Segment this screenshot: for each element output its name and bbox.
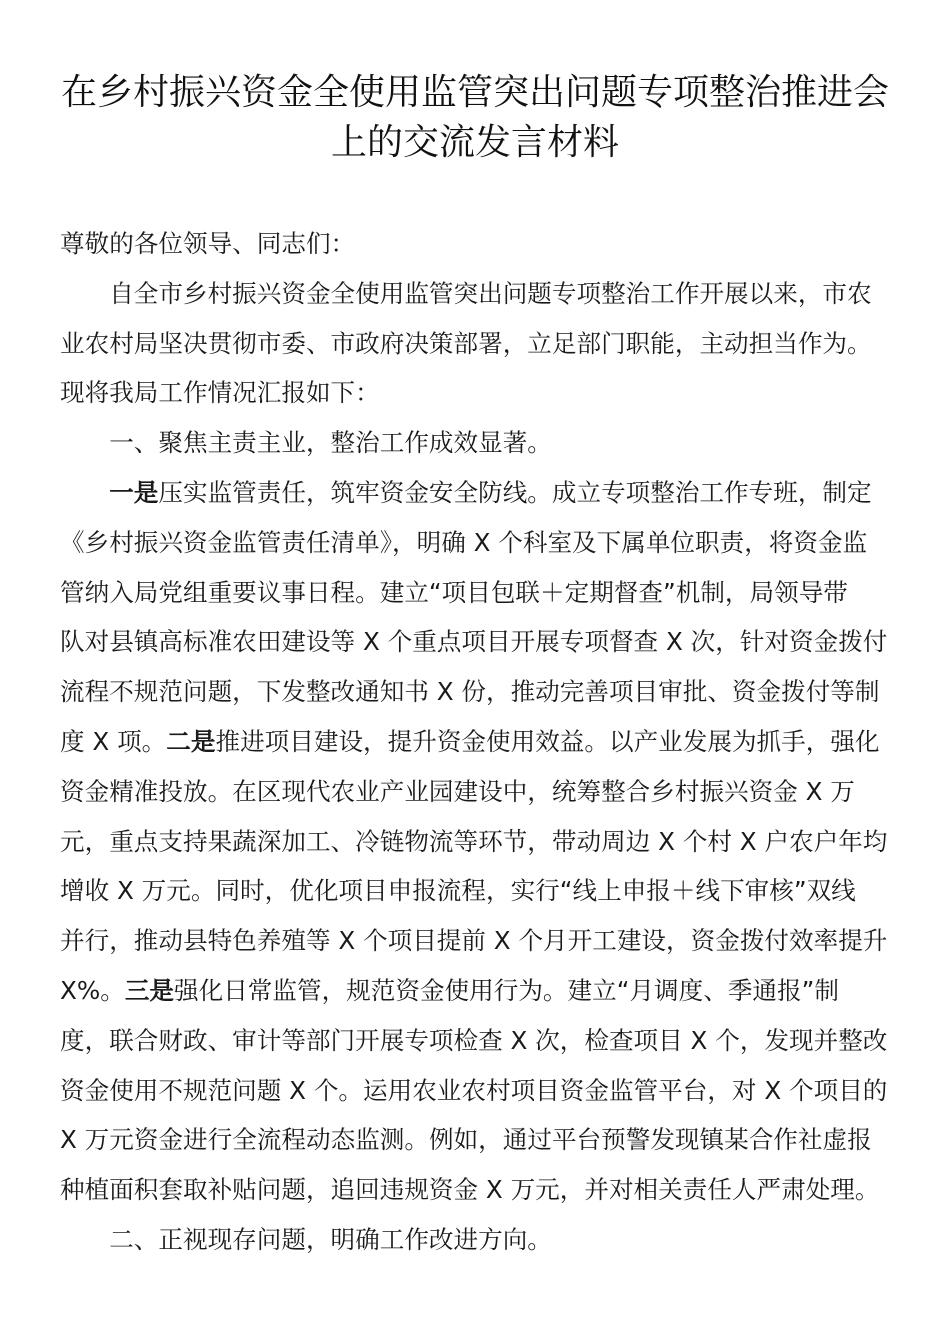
section-heading-text: 一、聚焦主责主业，整治工作成效显著。 [109,428,552,458]
paragraph-line: 流程不规范问题，下发整改通知书 X 份，推动完善项目审批、资金拨付等制 [60,677,880,707]
line-text: 推进项目建设，提升资金使用效益。以产业发展为抓手，强化 [215,726,880,756]
paragraph-line: 资金使用不规范问题 X 个。运用农业农村项目资金监管平台，对 X 个项目的 [60,1075,888,1105]
paragraph-line [60,468,884,518]
section-heading-text: 二、正视现存问题，明确工作改进方向。 [109,1224,552,1254]
line-text: X%。 [60,975,125,1005]
bold-lead-first: 一是 [109,477,159,507]
paragraph-line [60,717,884,767]
paragraph-line: 资金精准投放。在区现代农业产业园建设中，统筹整合乡村振兴资金 X 万 [60,776,855,806]
paragraph-line: 种植面积套取补贴问题，追回违规资金 X 万元，并对相关责任人严肃处理。 [60,1175,880,1205]
line-text: 强化日常监管，规范资金使用行为。建立“月调度、季通报”制 [174,975,839,1005]
salutation-text: 尊敬的各位领导、同志们： [60,229,356,258]
section-2-heading [60,1215,884,1265]
paragraph-line: 度，联合财政、审计等部门开展专项检查 X 次，检查项目 X 个，发现并整改 [60,1025,888,1055]
intro-line: 现将我局工作情况汇报如下： [60,378,380,408]
line-text: 度 X 项。 [60,726,167,756]
paragraph-line: 《乡村振兴资金监管责任清单》，明确 X 个科室及下属单位职责，将资金监 [60,527,868,557]
title-line-2: 上的交流发言材料 [330,122,619,163]
paragraph-line: X 万元资金进行全流程动态监测。例如，通过平台预警发现镇某合作社虚报 [60,1125,872,1155]
bold-lead-second: 二是 [166,726,216,756]
line-text: 压实监管责任，筑牢资金安全防线。成立专项整治工作专班，制定 [158,477,872,507]
paragraph-line: 增收 X 万元。同时，优化项目申报流程，实行“线上申报＋线下审核”双线 [60,876,856,906]
section-1-heading [60,418,884,468]
paragraph-line: 并行，推动县特色养殖等 X 个项目提前 X 个月开工建设，资金拨付效率提升 [60,926,888,956]
paragraph-line: 元，重点支持果蔬深加工、冷链物流等环节，带动周边 X 个村 X 户农户年均 [60,826,888,856]
section-1-paragraph [60,468,888,1215]
document-body [60,219,888,1265]
bold-lead-third: 三是 [124,975,175,1005]
paragraph-line: 管纳入局党组重要议事日程。建立“项目包联＋定期督查”机制，局领导带 [60,577,848,607]
paragraph-line: 队对县镇高标准农田建设等 X 个重点项目开展专项督查 X 次，针对资金拨付 [60,627,888,657]
intro-paragraph [60,269,884,418]
document-title [50,68,900,168]
intro-line: 自全市乡村振兴资金全使用监管突出问题专项整治工作开展以来，市农 [109,278,872,308]
intro-line: 业农村局坚决贯彻市委、市政府决策部署，立足部门职能，主动担当作为。 [60,328,872,358]
paragraph-line [60,966,884,1016]
title-line-1: 在乡村振兴资金全使用监管突出问题专项整治推进会 [60,72,889,113]
salutation [60,219,884,269]
